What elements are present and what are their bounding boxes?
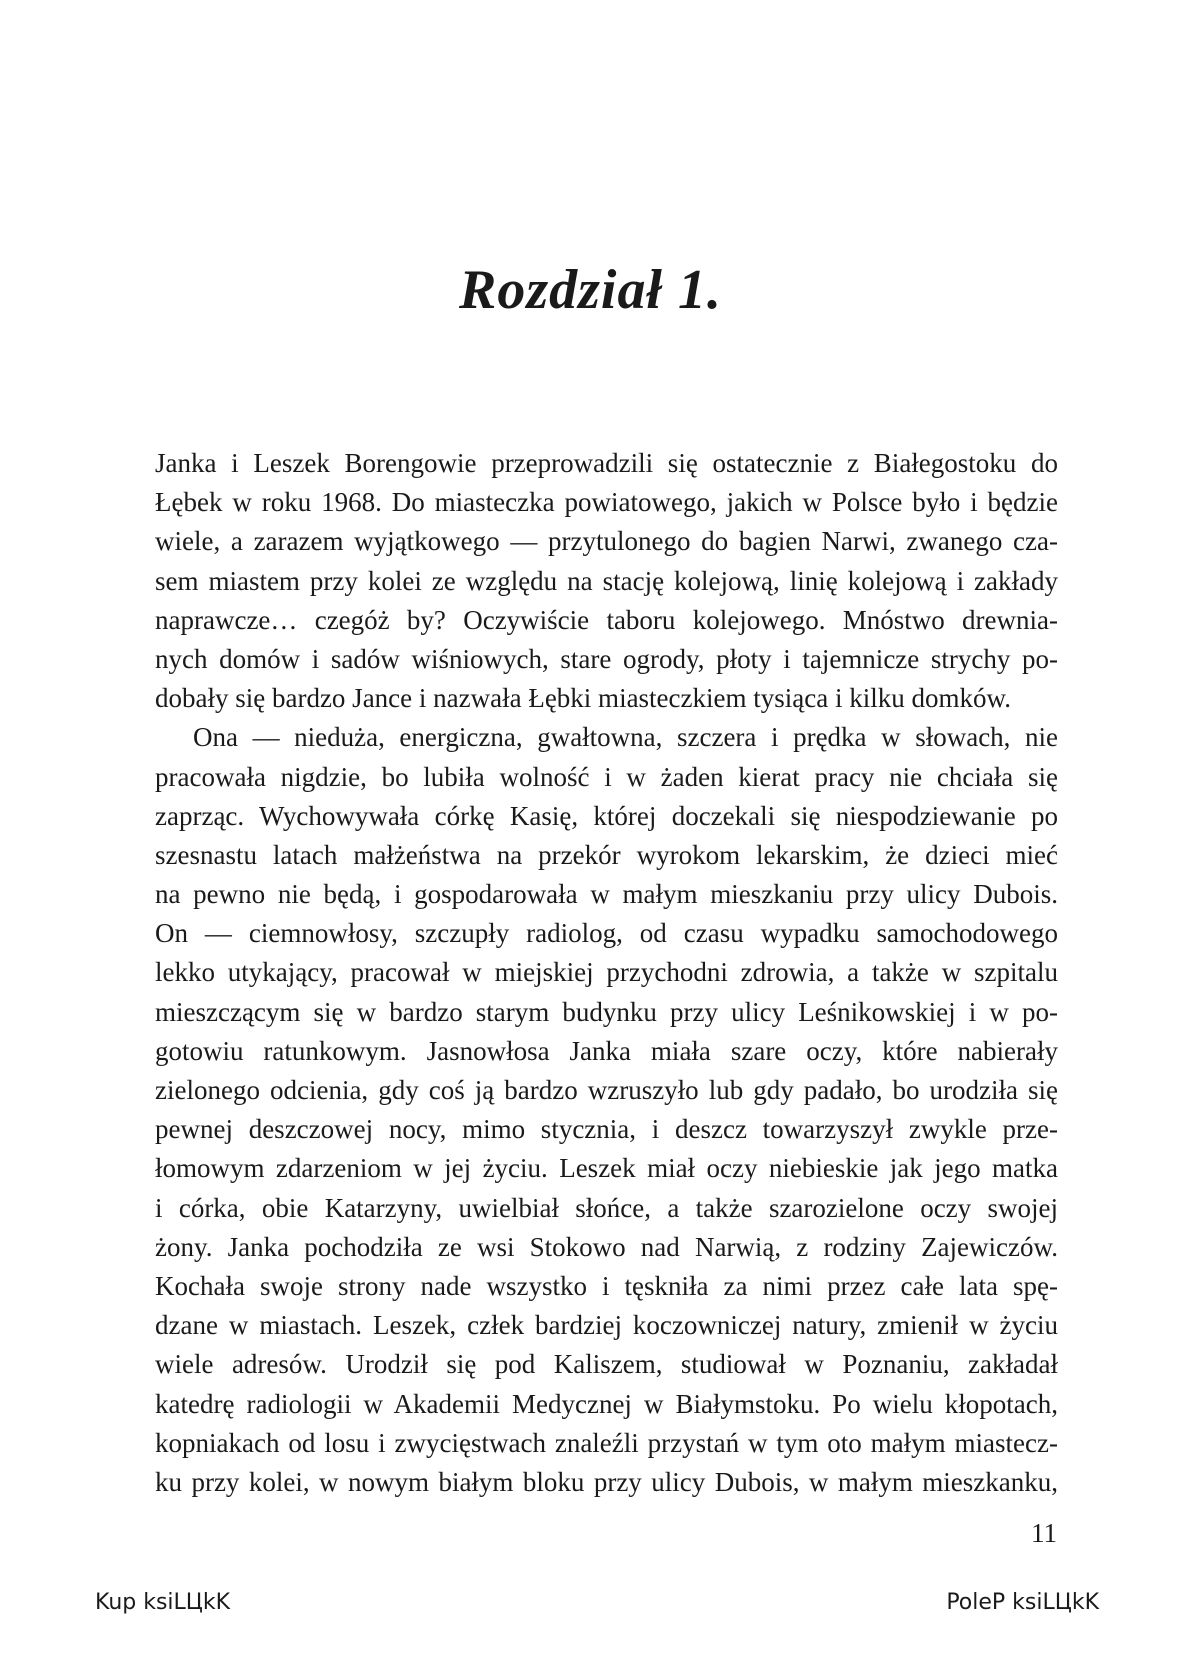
text-line: i córka, obie Katarzyny, uwielbiał słońce, a także szarozielone oczy swojej [155,1192,1058,1223]
text-line: dzane w miastach. Leszek, człek bardziej koczowniczej natury, zmienił w życiu [155,1310,1058,1341]
text-line: Łębek w roku 1968. Do miasteczka powiatowego, jakich w Polsce było i będzie [155,487,1058,518]
text-line: naprawcze… czegóż by? Oczywiście taboru kolejowego. Mnóstwo drewnia- [155,604,1058,635]
text-line: katedrę radiologii w Akademii Medycznej w Białymstoku. Po wielu kłopotach, [155,1388,1058,1419]
text-line: zielonego odcienia, gdy coś ją bardzo wzruszyło lub gdy padało, bo urodziła się [155,1075,1058,1105]
text-line: lekko utykający, pracował w miejskiej przychodni zdrowia, a także w szpitalu [155,957,1058,988]
page-number: 11 [1031,1518,1057,1548]
text-line: Kochała swoje strony nade wszystko i tęskniła za nimi przez całe lata spę- [155,1270,1058,1301]
text-line: na pewno nie będą, i gospodarowała w małym mieszkaniu przy ulicy Dubois. [155,879,1058,910]
text-line: kopniakach od losu i zwycięstwach znaleźli przystań w tym oto małym miastecz- [155,1427,1058,1458]
text-line: zaprząc. Wychowywała córkę Kasię, której doczekali się niespodziewanie po [155,800,1058,831]
text-line: sem miastem przy kolei ze względu na stację kolejową, linię kolejową i zakłady [155,565,1058,596]
text-line: mieszczącym się w bardzo starym budynku przy ulicy Leśnikowskiej i w po- [155,996,1058,1027]
text-line: On — ciemnowłosy, szczupły radiolog, od czasu wypadku samochodowego [155,918,1058,949]
text-line: pewnej deszczowej nocy, mimo stycznia, i deszcz towarzyszył zwykle prze- [155,1114,1058,1145]
footer-recommend-link[interactable]: PoleP ksiLЦkK [946,1590,1099,1615]
text-line: łomowym zdarzeniom w jej życiu. Leszek miał oczy niebieskie jak jego matka [155,1153,1058,1184]
text-line: gotowiu ratunkowym. Jasnowłosa Janka miała szare oczy, które nabierały [155,1035,1058,1066]
text-line: żony. Janka pochodziła ze wsi Stokowo nad Narwią, z rodziny Zajewiczów. [155,1231,1058,1262]
text-line: Janka i Leszek Borengowie przeprowadzili się ostatecznie z Białegostoku do [155,448,1058,478]
text-line: nych domów i sadów wiśniowych, stare ogrody, płoty i tajemnicze strychy po- [155,643,1058,674]
text-line: wiele, a zarazem wyjątkowego — przytulonego do bagien Narwi, zwanego cza- [155,526,1058,557]
text-line: wiele adresów. Urodził się pod Kaliszem, studiował w Poznaniu, zakładał [155,1349,1058,1380]
text-line: szesnastu latach małżeństwa na przekór wyrokom lekarskim, że dzieci mieć [155,839,1058,870]
text-line: ku przy kolei, w nowym białym bloku przy ulicy Dubois, w małym mieszkanku, [155,1466,1058,1497]
chapter-body [155,444,1058,1502]
text-line: pracowała nigdzie, bo lubiła wolność i w żaden kierat pracy nie chciała się [155,761,1058,792]
footer-buy-link[interactable]: Kup ksiLЦkK [95,1590,231,1615]
text-line: Ona — nieduża, energiczna, gwałtowna, szczera i prędka w słowach, nie [193,722,1058,753]
chapter-title: Rozdział 1. [458,259,723,321]
text-line: dobały się bardzo Jance i nazwała Łębki miasteczkiem tysiąca i kilku domków. [155,683,1011,714]
